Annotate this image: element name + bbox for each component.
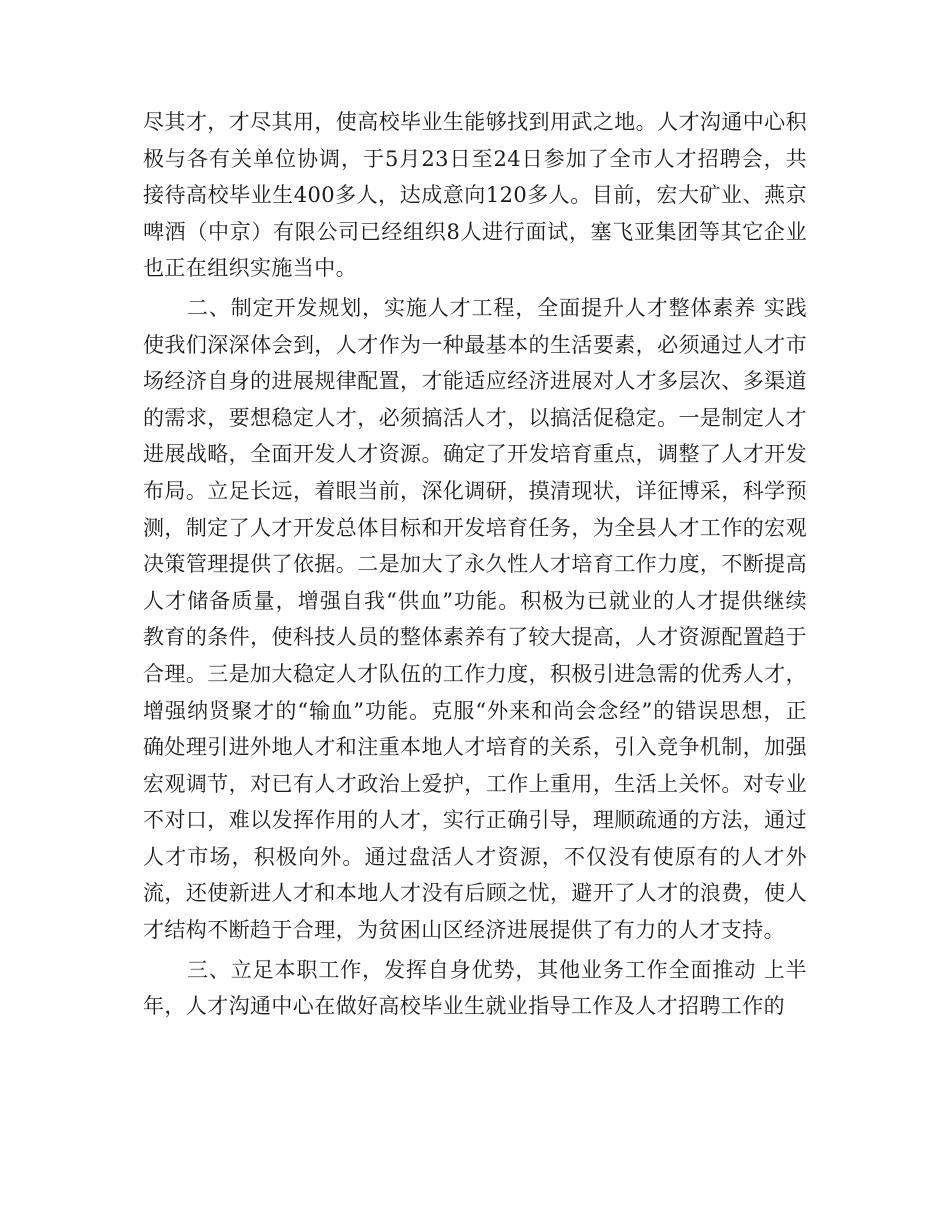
paragraph-continuation: 尽其才，才尽其用，使高校毕业生能够找到用武之地。人才沟通中心积极与各有关单位协调，于5月23日至24日参加了全市人才招聘会，共接待高校毕业生400多人，达成意向120多人。目前，宏大矿业、燕京啤酒（中京）有限公司已经组织8人进行面试，塞飞亚集团等其它企业也正在组织实施当中。: [143, 110, 807, 281]
document-body: [143, 104, 807, 1025]
paragraph-section-three: 三、立足本职工作，发挥自身优势，其他业务工作全面推动 上半年，人才沟通中心在做好高校毕业生就业指导工作及人才招聘工作的: [143, 957, 807, 1019]
paragraph-section-two: 二、制定开发规划，实施人才工程，全面提升人才整体素养 实践使我们深深体会到，人才作为一种最基本的生活要素，必须通过人才市场经济自身的进展规律配置，才能适应经济进展对人才多层次、多渠道的需求，要想稳定人才，必须搞活人才，以搞活促稳定。一是制定人才进展战略，全面开发人才资源。确定了开发培育重点，调整了人才开发布局。立足长远，着眼当前，深化调研，摸清现状，详征博采，科学预测，制定了人才开发总体目标和开发培育任务，为全县人才工作的宏观决策管理提供了依据。二是加大了永久性人才培育工作力度，不断提高人才储备质量，增强自我“供血”功能。积极为已就业的人才提供继续教育的条件，使科技人员的整体素养有了较大提高，人才资源配置趋于合理。三是加大稳定人才队伍的工作力度，积极引进急需的优秀人才，增强纳贤聚才的“输血”功能。克服“外来和尚会念经”的错误思想，正确处理引进外地人才和注重本地人才培育的关系，引入竞争机制，加强宏观调节，对已有人才政治上爱护，工作上重用，生活上关怀。对专业不对口，难以发挥作用的人才，实行正确引导，理顺疏通的方法，通过人才市场，积极向外。通过盘活人才资源，不仅没有使原有的人才外流，还使新进人才和本地人才没有后顾之忧，避开了人才的浪费，使人才结构不断趋于合理，为贫困山区经济进展提供了有力的人才支持。: [143, 295, 807, 943]
